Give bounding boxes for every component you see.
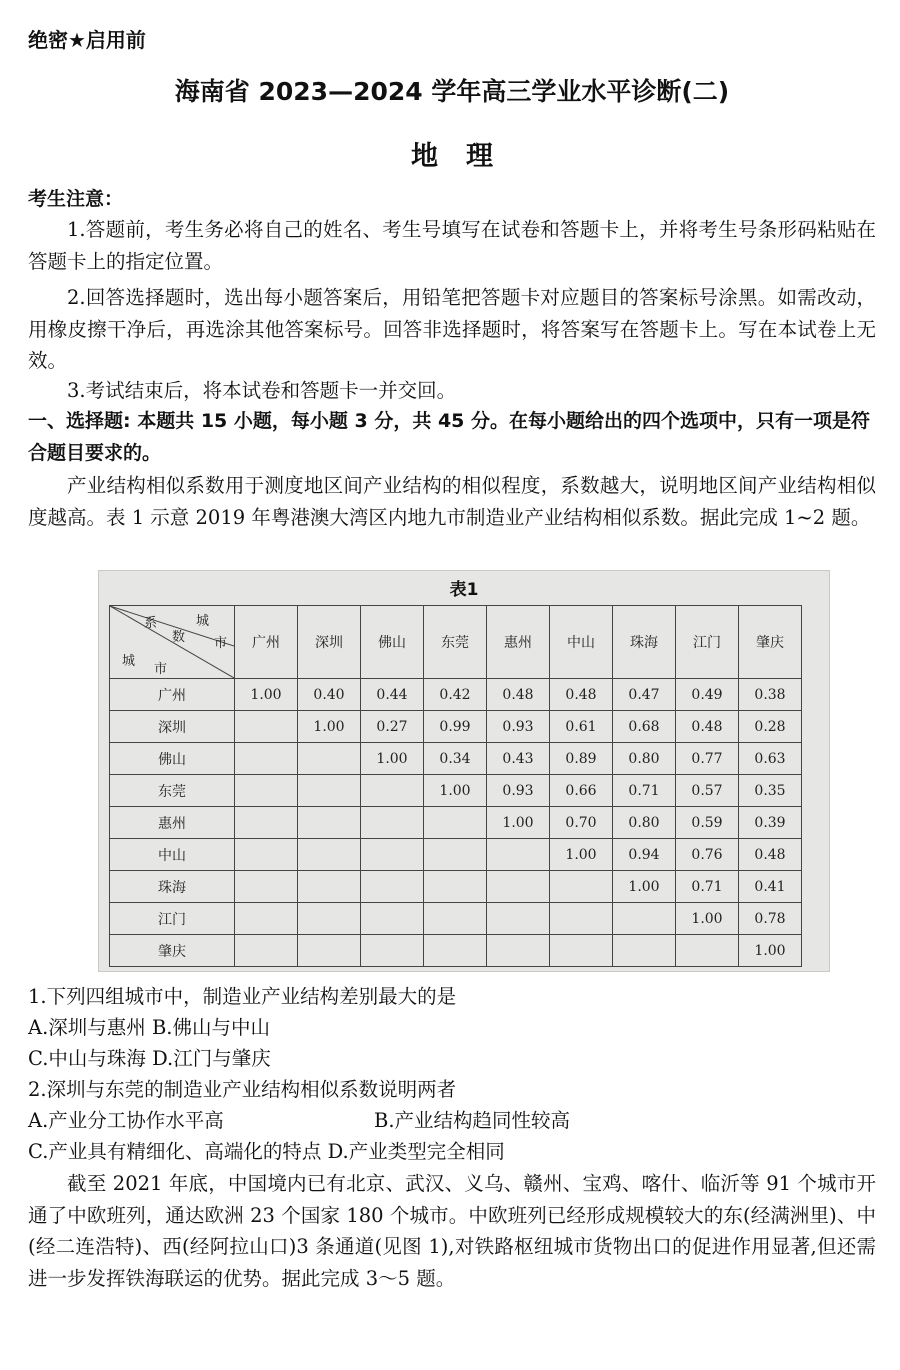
table-cell — [235, 839, 298, 871]
table-header-row — [110, 606, 802, 679]
intro-passage: 产业结构相似系数用于测度地区间产业结构的相似程度，系数越大，说明地区间产业结构相似度越高。表 1 示意 2019 年粤港澳大湾区内地九市制造业产业结构相似系数。据此完成 1~2 题。 — [28, 474, 876, 529]
table-cell: 0.80 — [613, 743, 676, 775]
column-header: 惠州 — [487, 606, 550, 679]
table-cell — [550, 871, 613, 903]
table-cell — [361, 807, 424, 839]
column-header: 广州 — [235, 606, 298, 679]
row-header: 东莞 — [110, 775, 235, 807]
table-cell: 0.93 — [487, 775, 550, 807]
table-row — [110, 935, 802, 967]
notice-heading: 考生注意： — [28, 188, 124, 210]
table-cell — [298, 935, 361, 967]
column-header: 深圳 — [298, 606, 361, 679]
table-cell: 0.63 — [739, 743, 802, 775]
table-cell — [613, 935, 676, 967]
notice-item-2: 2.回答选择题时，选出每小题答案后，用铅笔把答题卡对应题目的答案标号涂黑。如需改动，用橡皮擦干净后，再选涂其他答案标号。回答非选择题时，将答案写在答题卡上。写在本试卷上无效。 — [28, 286, 876, 372]
table-cell: 0.38 — [739, 679, 802, 711]
corner-label: 数 — [172, 630, 186, 645]
column-header: 东莞 — [424, 606, 487, 679]
table-row — [110, 743, 802, 775]
table-cell: 1.00 — [361, 743, 424, 775]
table-cell: 1.00 — [298, 711, 361, 743]
column-header: 佛山 — [361, 606, 424, 679]
row-header: 江门 — [110, 903, 235, 935]
table-cell: 1.00 — [424, 775, 487, 807]
table-cell: 0.48 — [487, 679, 550, 711]
table-cell — [487, 871, 550, 903]
column-header: 珠海 — [613, 606, 676, 679]
table-row — [110, 775, 802, 807]
table-cell: 0.48 — [550, 679, 613, 711]
table-cell — [613, 903, 676, 935]
row-header: 珠海 — [110, 871, 235, 903]
table-cell — [550, 935, 613, 967]
table-cell: 0.99 — [424, 711, 487, 743]
table-cell — [361, 839, 424, 871]
table-cell — [298, 743, 361, 775]
rail-passage: 截至 2021 年底，中国境内已有北京、武汉、义乌、赣州、宝鸡、喀什、临沂等 91 个城市开通了中欧班列，通达欧洲 23 个国家 180 个城市。中欧班列已经形成规模较大的东(经满洲里)、中(经二连浩特)、西(经阿拉山口)3 条通道(见图 1),对铁路枢纽城市货物出口的促进作用显著,但还需进一步发挥铁海联运的优势。据此完成 3～5 题。 — [28, 1172, 876, 1290]
table-cell — [487, 935, 550, 967]
column-header: 江门 — [676, 606, 739, 679]
table-cell: 0.44 — [361, 679, 424, 711]
column-header: 肇庆 — [739, 606, 802, 679]
section-heading: 一、选择题: 本题共 15 小题，每小题 3 分，共 45 分。在每小题给出的四个选项中，只有一项是符合题目要求的。 — [28, 410, 871, 464]
similarity-table — [109, 605, 802, 967]
table-cell — [550, 903, 613, 935]
table-cell — [298, 839, 361, 871]
table-cell: 0.76 — [676, 839, 739, 871]
corner-label: 市 — [154, 662, 168, 677]
table-cell: 0.70 — [550, 807, 613, 839]
table-cell — [424, 935, 487, 967]
question-1-options-row-1: A.深圳与惠州 B.佛山与中山 — [28, 1016, 271, 1039]
exam-title: 海南省 2023—2024 学年高三学业水平诊断(二) — [174, 77, 730, 106]
table-cell: 1.00 — [550, 839, 613, 871]
table-cell: 0.49 — [676, 679, 739, 711]
row-header: 深圳 — [110, 711, 235, 743]
table-cell: 0.94 — [613, 839, 676, 871]
table-cell: 0.48 — [739, 839, 802, 871]
table-cell — [424, 871, 487, 903]
table-cell: 0.71 — [613, 775, 676, 807]
table-cell — [487, 903, 550, 935]
table-cell: 0.28 — [739, 711, 802, 743]
question-1-stem: 1.下列四组城市中，制造业产业结构差别最大的是 — [28, 985, 457, 1008]
table-cell: 0.42 — [424, 679, 487, 711]
column-header: 中山 — [550, 606, 613, 679]
table-cell: 0.61 — [550, 711, 613, 743]
table-row — [110, 839, 802, 871]
question-2-option-b: B.产业结构趋同性较高 — [374, 1109, 571, 1132]
row-header: 中山 — [110, 839, 235, 871]
corner-label: 市 — [214, 636, 228, 651]
table-figure — [98, 570, 830, 972]
table-cell — [235, 807, 298, 839]
table-cell — [235, 871, 298, 903]
row-header: 惠州 — [110, 807, 235, 839]
table-cell — [235, 935, 298, 967]
corner-label: 城 — [196, 614, 210, 629]
table-cell — [235, 743, 298, 775]
notice-item-3: 3.考试结束后，将本试卷和答题卡一并交回。 — [67, 379, 457, 402]
table-cell — [298, 775, 361, 807]
table-cell — [424, 903, 487, 935]
table-row — [110, 679, 802, 711]
table-row — [110, 807, 802, 839]
corner-label: 系 — [144, 616, 158, 631]
row-header: 广州 — [110, 679, 235, 711]
table-cell: 0.39 — [739, 807, 802, 839]
table-cell: 0.43 — [487, 743, 550, 775]
table-cell — [298, 903, 361, 935]
table-cell: 0.68 — [613, 711, 676, 743]
table-cell: 0.89 — [550, 743, 613, 775]
table-cell: 0.93 — [487, 711, 550, 743]
table-row — [110, 871, 802, 903]
table-cell — [235, 775, 298, 807]
row-header: 佛山 — [110, 743, 235, 775]
confidential-label: 绝密★启用前 — [28, 28, 146, 52]
table-cell: 0.59 — [676, 807, 739, 839]
question-2-option-a: A.产业分工协作水平高 — [28, 1109, 224, 1132]
table-cell: 1.00 — [487, 807, 550, 839]
table-cell: 0.77 — [676, 743, 739, 775]
table-cell: 0.47 — [613, 679, 676, 711]
table-cell — [235, 711, 298, 743]
table-cell: 1.00 — [613, 871, 676, 903]
question-1-options-row-2: C.中山与珠海 D.江门与肇庆 — [28, 1047, 271, 1070]
table-cell: 0.66 — [550, 775, 613, 807]
table-cell: 0.40 — [298, 679, 361, 711]
table-row — [110, 903, 802, 935]
table-cell: 0.34 — [424, 743, 487, 775]
corner-label: 城 — [122, 654, 136, 669]
subject-title: 地理 — [411, 141, 521, 172]
table-cell — [676, 935, 739, 967]
table-cell: 0.41 — [739, 871, 802, 903]
question-2-options-cd: C.产业具有精细化、高端化的特点 D.产业类型完全相同 — [28, 1140, 505, 1163]
table-cell: 0.71 — [676, 871, 739, 903]
table-cell: 1.00 — [676, 903, 739, 935]
table-cell: 0.48 — [676, 711, 739, 743]
notice-item-1: 1.答题前，考生务必将自己的姓名、考生号填写在试卷和答题卡上，并将考生号条形码粘贴在答题卡上的指定位置。 — [28, 218, 876, 273]
table-cell — [424, 807, 487, 839]
table-cell: 1.00 — [235, 679, 298, 711]
table-cell — [235, 903, 298, 935]
table-cell: 0.35 — [739, 775, 802, 807]
table-cell: 0.80 — [613, 807, 676, 839]
row-header: 肇庆 — [110, 935, 235, 967]
table-cell — [424, 839, 487, 871]
table-cell: 1.00 — [739, 935, 802, 967]
table-cell — [487, 839, 550, 871]
table-cell — [361, 935, 424, 967]
table-cell — [361, 903, 424, 935]
table-cell — [298, 807, 361, 839]
table-cell — [361, 775, 424, 807]
table-cell — [298, 871, 361, 903]
table-row — [110, 711, 802, 743]
table-cell: 0.27 — [361, 711, 424, 743]
diagonal-header-cell — [110, 606, 235, 679]
table-cell — [361, 871, 424, 903]
table-cell: 0.78 — [739, 903, 802, 935]
question-2-stem: 2.深圳与东莞的制造业产业结构相似系数说明两者 — [28, 1078, 457, 1101]
table-caption: 表1 — [449, 580, 479, 600]
table-cell: 0.57 — [676, 775, 739, 807]
